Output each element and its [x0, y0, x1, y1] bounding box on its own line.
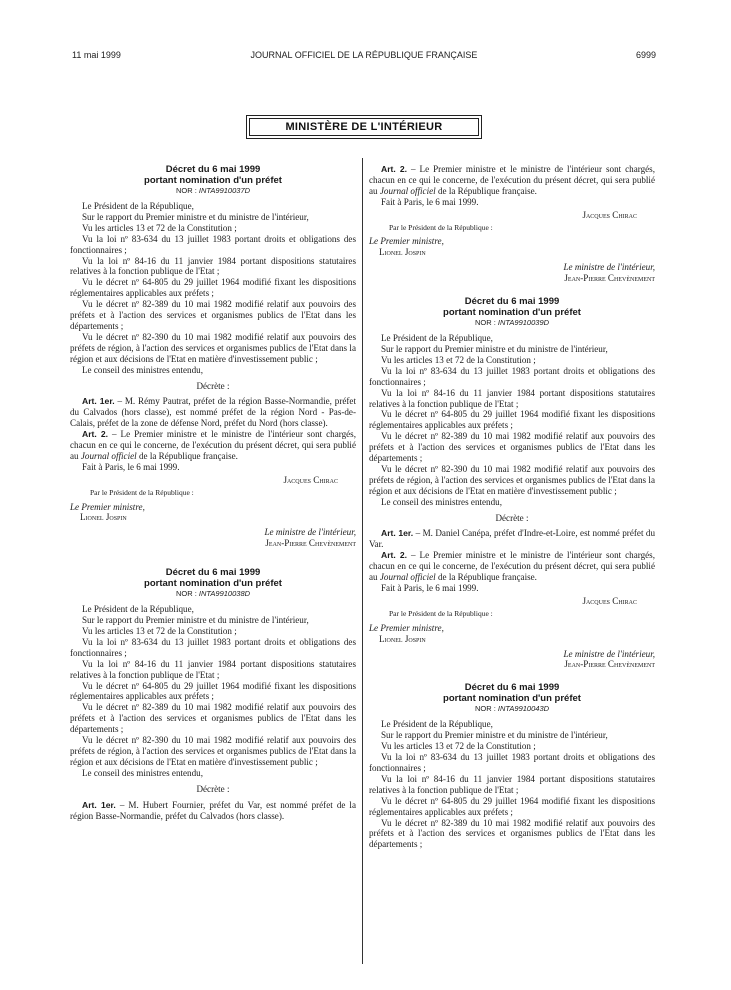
- nor-reference: NOR : INTA9910039D: [474, 318, 550, 328]
- pm-name: Lionel Jospin: [379, 633, 426, 644]
- decree-1-continued: [369, 164, 655, 284]
- decrete: Décrète :: [495, 512, 529, 523]
- preamble-line: Vu la loi nº 84-16 du 11 janvier 1984 portant dispositions statutaires relatives à la fonction publique de l'Etat ;: [70, 658, 356, 680]
- fait-line: Fait à Paris, le 6 mai 1999.: [381, 196, 479, 207]
- article-2: Art. 2. – Le Premier ministre et le ministre de l'intérieur sont chargés, chacun en ce qui le concerne, de l'exécution du présent décret, qui sera publié au Journal officiel de la République française.: [70, 429, 356, 461]
- nor-reference: NOR : INTA9910037D: [175, 186, 251, 195]
- column-rule: [362, 158, 363, 964]
- decree-title: Décret du 6 mai 1999: [165, 567, 261, 579]
- preamble-line: Sur le rapport du Premier ministre et du ministre de l'intérieur,: [82, 615, 309, 626]
- preamble-line: Le conseil des ministres entendu,: [82, 364, 203, 375]
- preamble-line: Vu la loi nº 83-634 du 13 juillet 1983 portant droits et obligations des fonctionnaires ;: [369, 365, 655, 387]
- preamble-line: Vu la loi nº 83-634 du 13 juillet 1983 portant droits et obligations des fonctionnaires ;: [70, 636, 356, 658]
- preamble-line: Le conseil des ministres entendu,: [82, 767, 203, 778]
- decree-subtitle: portant nomination d'un préfet: [443, 693, 581, 705]
- preamble-line: Vu les articles 13 et 72 de la Constitution ;: [82, 222, 237, 233]
- minister-title: Le ministre de l'intérieur,: [563, 648, 655, 659]
- decree-3: [369, 296, 655, 670]
- preamble-line: Vu le décret nº 82-390 du 10 mai 1982 modifié relatif aux pouvoirs des préfets de région, à l'action des services et organismes publics de l'Etat dans la région et aux décisions de l'Etat en matière d'investissement public ;: [369, 463, 655, 496]
- decree-title: Décret du 6 mai 1999: [464, 296, 560, 308]
- par-president: Par le Président de la République :: [389, 222, 493, 232]
- president-signature: Jacques Chirac: [582, 595, 637, 606]
- preamble-line: Le conseil des ministres entendu,: [381, 496, 502, 507]
- decrete: Décrète :: [196, 783, 230, 794]
- decree-2: [70, 567, 356, 821]
- page-number: 6999: [635, 50, 656, 60]
- preamble-line: Vu le décret nº 64-805 du 29 juillet 1964 modifié fixant les dispositions réglementaires applicables aux préfets ;: [369, 409, 655, 431]
- journal-title: JOURNAL OFFICIEL DE LA RÉPUBLIQUE FRANÇAISE: [250, 50, 478, 60]
- ministry-title: MINISTÈRE DE L'INTÉRIEUR: [285, 121, 443, 133]
- fait-line: Fait à Paris, le 6 mai 1999.: [381, 583, 479, 593]
- president-signature: Jacques Chirac: [582, 209, 637, 220]
- decree-4: [369, 682, 655, 850]
- par-president: Par le Président de la République :: [90, 487, 194, 497]
- preamble-line: Vu la loi nº 84-16 du 11 janvier 1984 portant dispositions statutaires relatives à la fonction publique de l'Etat ;: [369, 773, 655, 795]
- left-column: [70, 164, 356, 821]
- pm-title: Le Premier ministre,: [369, 622, 444, 633]
- par-president: Par le Président de la République :: [389, 608, 493, 618]
- decree-subtitle: portant nomination d'un préfet: [144, 578, 282, 590]
- minister-name: Jean-Pierre Chevènement: [564, 273, 655, 284]
- pm-name: Lionel Jospin: [80, 512, 127, 523]
- preamble-line: Vu le décret nº 82-389 du 10 mai 1982 modifié relatif aux pouvoirs des préfets et à l'action des services et organismes publics de l'Etat dans les départements ;: [70, 299, 356, 331]
- article-2: Art. 2. – Le Premier ministre et le ministre de l'intérieur sont chargés, chacun en ce qui le concerne, de l'exécution du présent décret, qui sera publié au Journal officiel de la République française.: [369, 550, 655, 583]
- pm-name: Lionel Jospin: [379, 247, 426, 258]
- nor-reference: NOR : INTA9910043D: [474, 704, 550, 714]
- preamble-line: Le Président de la République,: [381, 333, 493, 344]
- article-1: Art. 1er. – M. Rémy Pautrat, préfet de la région Basse-Normandie, préfet du Calvados (hors classe), est nommé préfet de la région Nord - Pas-de-Calais, préfet de la zone de défense Nord, préfet du Nord (hors classe).: [70, 396, 356, 429]
- preamble-line: Vu la loi nº 83-634 du 13 juillet 1983 portant droits et obligations des fonctionnaires ;: [369, 752, 655, 773]
- preamble-line: Vu le décret nº 64-805 du 29 juillet 1964 modifié fixant les dispositions réglementaires applicables aux préfets ;: [70, 680, 356, 702]
- issue-date: 11 mai 1999: [72, 50, 121, 60]
- preamble-line: Vu le décret nº 64-805 du 29 juillet 1964 modifié fixant les dispositions réglementaires applicables aux préfets ;: [70, 277, 356, 299]
- minister-title: Le ministre de l'intérieur,: [563, 262, 655, 273]
- preamble-line: Le Président de la République,: [82, 201, 194, 211]
- nor-reference: NOR : INTA9910038D: [175, 589, 251, 599]
- pm-title: Le Premier ministre,: [70, 501, 145, 512]
- running-head: [72, 50, 656, 64]
- article-1: Art. 1er. – M. Hubert Fournier, préfet du Var, est nommé préfet de la région Basse-Normandie, préfet du Calvados (hors classe).: [70, 799, 356, 821]
- decree-title: Décret du 6 mai 1999: [464, 682, 560, 694]
- ministry-heading-box: [246, 115, 482, 139]
- preamble-line: Vu les articles 13 et 72 de la Constitution ;: [381, 741, 536, 752]
- minister-title: Le ministre de l'intérieur,: [264, 527, 356, 538]
- decree-title: Décret du 6 mai 1999: [165, 164, 261, 175]
- decree-1: [70, 164, 356, 549]
- preamble-line: Vu le décret nº 82-390 du 10 mai 1982 modifié relatif aux pouvoirs des préfets de région, à l'action des services et organismes publics de l'Etat dans la région et aux décisions de l'Etat en matière d'investissement public ;: [70, 331, 356, 364]
- preamble-line: Sur le rapport du Premier ministre et du ministre de l'intérieur,: [82, 211, 309, 222]
- minister-name: Jean-Pierre Chevènement: [564, 659, 655, 670]
- preamble-line: Vu le décret nº 64-805 du 29 juillet 1964 modifié fixant les dispositions réglementaires applicables aux préfets ;: [369, 795, 655, 817]
- preamble-line: Vu le décret nº 82-389 du 10 mai 1982 modifié relatif aux pouvoirs des préfets et à l'action des services et organismes publics de l'Etat dans les départements ;: [369, 431, 655, 464]
- preamble-line: Vu la loi nº 84-16 du 11 janvier 1984 portant dispositions statutaires relatives à la fonction publique de l'Etat ;: [369, 387, 655, 409]
- preamble-line: Vu le décret nº 82-389 du 10 mai 1982 modifié relatif aux pouvoirs des préfets et à l'action des services et organismes publics de l'Etat dans les départements ;: [70, 702, 356, 735]
- article-2: Art. 2. – Le Premier ministre et le ministre de l'intérieur sont chargés, chacun en ce qui le concerne, de l'exécution du présent décret, qui sera publié au Journal officiel de la République française.: [369, 164, 655, 196]
- preamble-line: Sur le rapport du Premier ministre et du ministre de l'intérieur,: [381, 343, 608, 354]
- minister-name: Jean-Pierre Chevènement: [265, 538, 356, 549]
- right-column: [369, 164, 655, 850]
- decree-subtitle: portant nomination d'un préfet: [443, 307, 581, 319]
- preamble-line: Le Président de la République,: [82, 604, 194, 615]
- preamble-line: Vu la loi nº 84-16 du 11 janvier 1984 portant dispositions statutaires relatives à la fonction publique de l'Etat ;: [70, 255, 356, 277]
- preamble-line: Vu le décret nº 82-390 du 10 mai 1982 modifié relatif aux pouvoirs des préfets de région, à l'action des services et organismes publics de l'Etat dans la région et aux décisions de l'Etat en matière d'investissement public ;: [70, 735, 356, 767]
- decree-subtitle: portant nomination d'un préfet: [144, 175, 282, 186]
- preamble-line: Vu le décret nº 82-389 du 10 mai 1982 modifié relatif aux pouvoirs des préfets et à l'action des services et organismes publics de l'Etat dans les départements ;: [369, 817, 655, 850]
- preamble-line: Le Président de la République,: [381, 719, 493, 730]
- preamble-line: Sur le rapport du Premier ministre et du ministre de l'intérieur,: [381, 730, 608, 741]
- president-signature: Jacques Chirac: [283, 474, 338, 485]
- decrete: Décrète :: [196, 380, 230, 391]
- pm-title: Le Premier ministre,: [369, 236, 444, 247]
- preamble-line: Vu les articles 13 et 72 de la Constitution ;: [82, 626, 237, 636]
- preamble-line: Vu les articles 13 et 72 de la Constitution ;: [381, 354, 536, 365]
- fait-line: Fait à Paris, le 6 mai 1999.: [82, 461, 180, 472]
- article-1: Art. 1er. – M. Daniel Canépa, préfet d'Indre-et-Loire, est nommé préfet du Var.: [369, 528, 655, 550]
- preamble-line: Vu la loi nº 83-634 du 13 juillet 1983 portant droits et obligations des fonctionnaires ;: [70, 233, 356, 255]
